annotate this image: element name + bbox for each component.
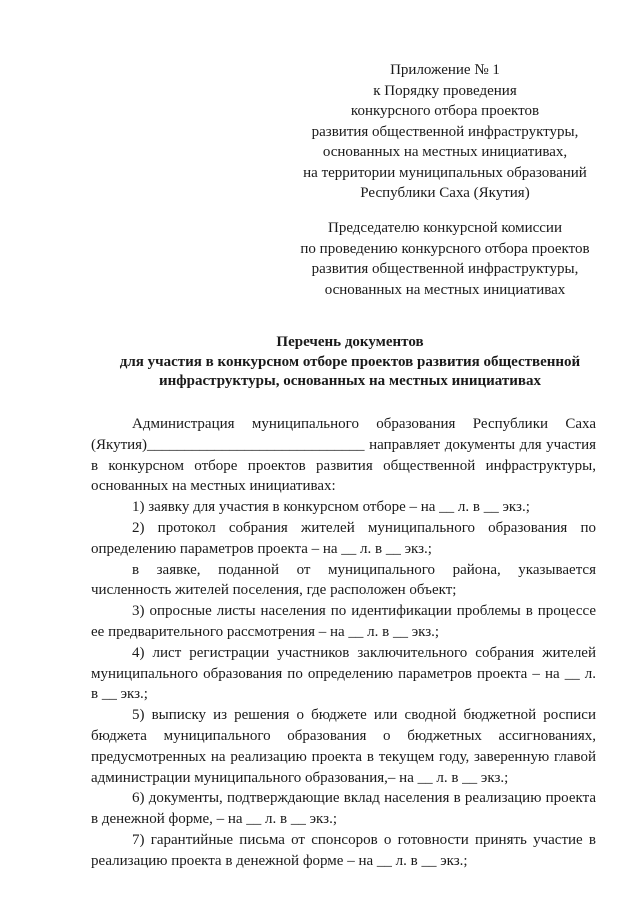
addressee-line: основанных на местных инициативах	[324, 281, 566, 298]
addressee-line: развития общественной инфраструктуры,	[311, 261, 579, 277]
appendix-line: конкурсного отбора проектов	[350, 103, 540, 119]
body-line: определению параметров проекта – на __ л. в __ экз.;	[91, 540, 432, 557]
addressee-line: Председателю конкурсной комиссии	[327, 220, 562, 236]
addressee-line: по проведению конкурсного отбора проектов	[300, 240, 590, 257]
appendix-line: основанных на местных инициативах,	[322, 144, 568, 160]
list-item-7: 7) гарантийные письма от спонсоров о готовности принять участие в	[132, 831, 596, 848]
title-line: Перечень документов	[276, 334, 424, 350]
appendix-header	[290, 60, 600, 204]
body-line: (Якутия)_____________________________ направляет документы для участия	[91, 436, 596, 453]
appendix-line: к Порядку проведения	[373, 82, 517, 99]
body-line: в денежной форме, – на __ л. в __ экз.;	[91, 811, 337, 828]
list-item-4: 4) лист регистрации участников заключительного собрания жителей	[132, 644, 596, 661]
body-line: в заявке, поданной от муниципального района, указывается	[132, 561, 596, 578]
body-line: Администрация муниципального образования Республики Саха	[132, 416, 596, 432]
appendix-line: развития общественной инфраструктуры,	[311, 123, 579, 140]
body-line: реализацию проекта в денежной форме – на __ л. в __ экз.;	[91, 852, 468, 869]
appendix-line: на территории муниципальных образований	[303, 164, 587, 181]
body-line: муниципального образования по определению параметров проекта – на __ л.	[91, 665, 596, 682]
document-title	[80, 333, 620, 392]
body-line: основанных на местных инициативах:	[91, 478, 336, 495]
body-line: бюджета муниципального образования о бюджетных ассигнованиях,	[91, 727, 596, 744]
body-line: предусмотренных на реализацию проекта в текущем году, заверенную главой	[91, 748, 596, 765]
appendix-line: Республики Саха (Якутия)	[360, 185, 530, 201]
body-line: ее предварительного рассмотрения – на __ л. в __ экз.;	[91, 623, 440, 640]
appendix-line: Приложение № 1	[390, 62, 500, 78]
body-line: администрации муниципального образования,– на __ л. в __ экз.;	[91, 769, 509, 786]
addressee-block	[290, 218, 600, 300]
title-line: для участия в конкурсном отборе проектов развития общественной	[119, 353, 581, 370]
title-line: инфраструктуры, основанных на местных инициативах	[158, 373, 542, 389]
list-item-5: 5) выписку из решения о бюджете или сводной бюджетной росписи	[132, 707, 596, 724]
body-line: в конкурсном отборе проектов развития общественной инфраструктуры,	[91, 457, 596, 474]
body-line: в __ экз.;	[91, 686, 148, 703]
body-line: численность жителей поселения, где расположен объект;	[91, 582, 457, 599]
list-item-6: 6) документы, подтверждающие вклад населения в реализацию проекта	[132, 790, 596, 807]
list-item-1: 1) заявку для участия в конкурсном отборе – на __ л. в __ экз.;	[132, 499, 530, 516]
document-body	[91, 414, 596, 872]
list-item-2: 2) протокол собрания жителей муниципального образования по	[132, 519, 596, 536]
list-item-3: 3) опросные листы населения по идентификации проблемы в процессе	[132, 603, 596, 620]
